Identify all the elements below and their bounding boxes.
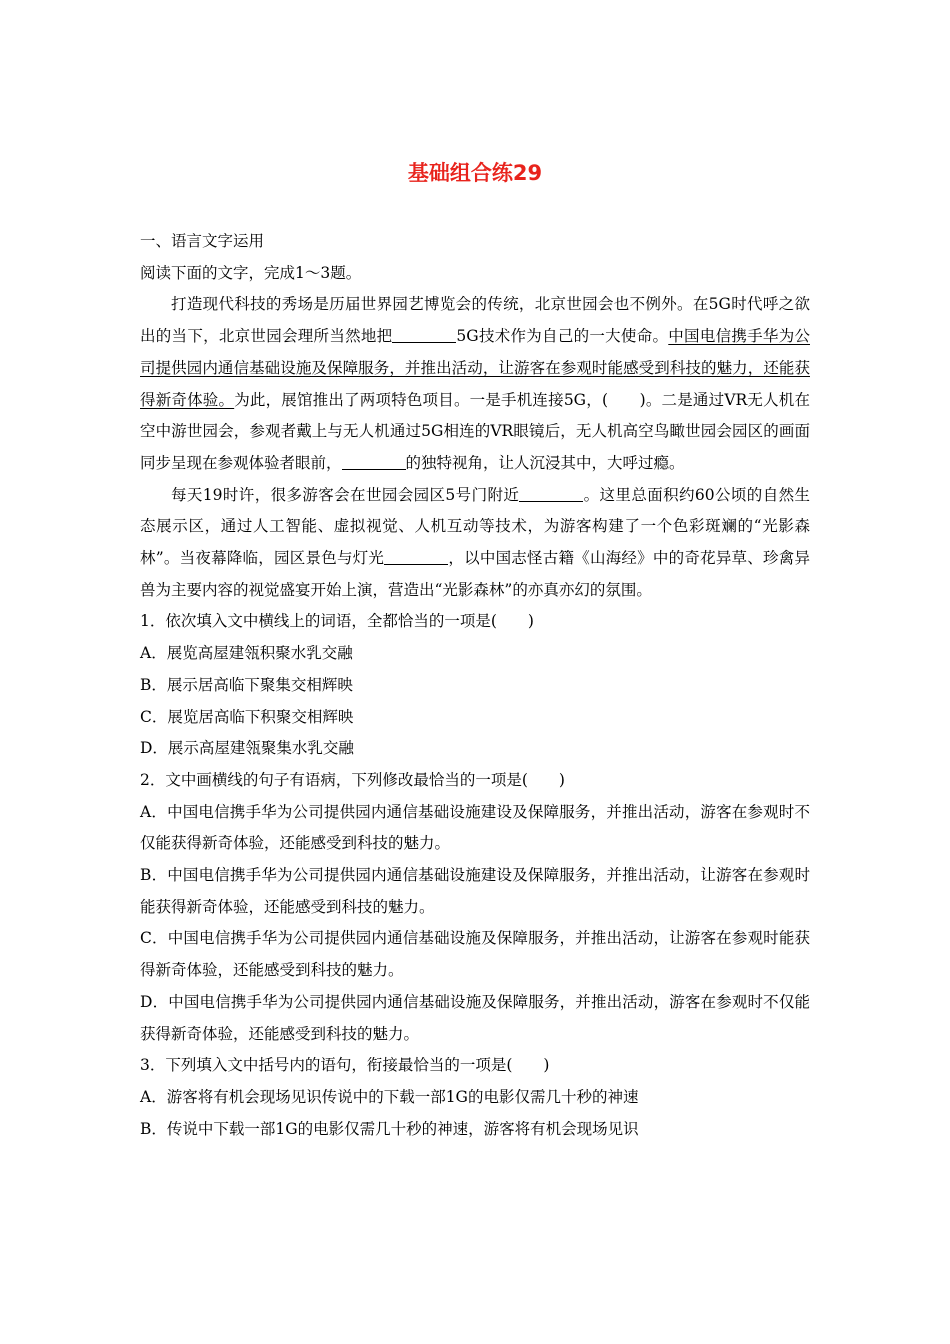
answer-option: B．传说中下载一部1G的电影仅需几十秒的神速，游客将有机会现场见识: [140, 1119, 639, 1138]
passage-text: ，以中国志怪古籍《山海经》中的奇花异草、珍禽异兽为主要内容的视觉盛宴开始上演，营造出“光影森林”的亦真亦幻的氛围。: [140, 549, 810, 599]
reading-instruction: 阅读下面的文字，完成1～3题。: [140, 263, 362, 282]
fill-blank: [519, 485, 583, 502]
question-stem: 2．文中画横线的句子有语病，下列修改最恰当的一项是( ): [140, 770, 565, 789]
document-body: [140, 226, 810, 1145]
passage-text: 每天19时许，很多游客会在世园会园区5号门附近: [171, 485, 520, 504]
passage-text: 5G技术作为自己的一大使命。: [456, 327, 669, 346]
question-stem: 1．依次填入文中横线上的词语，全都恰当的一项是( ): [140, 612, 534, 631]
passage-text: 为此，展馆推出了两项特色项目。一是手机连接5G，( )。二是通过VR无人机在空中游世园会，参观者戴上与无人机通过5G相连的VR眼镜后，无人机高空鸟瞰世园会园区的画面同步呈现在参观体验者眼前，: [140, 390, 810, 472]
answer-option: A．中国电信携手华为公司提供园内通信基础设施建设及保障服务，并推出活动，游客在参观时不仅能获得新奇体验，还能感受到科技的魅力。: [140, 802, 810, 853]
fill-blank: [342, 453, 406, 470]
underlined-sentence: 中国电信携手华为公司提供园内通信基础设施及保障服务，并推出活动，让游客在参观时能感受到科技的魅力，还能获得新奇体验。: [140, 327, 810, 409]
answer-option: D．中国电信携手华为公司提供园内通信基础设施及保障服务，并推出活动，游客在参观时不仅能获得新奇体验，还能感受到科技的魅力。: [140, 992, 810, 1043]
fill-blank: [384, 549, 448, 566]
question-stem: 3．下列填入文中括号内的语句，衔接最恰当的一项是( ): [140, 1056, 550, 1075]
page-title: 基础组合练29: [407, 161, 543, 185]
passage-text: 的独特视角，让人沉浸其中，大呼过瘾。: [405, 453, 685, 472]
answer-option: C．中国电信携手华为公司提供园内通信基础设施及保障服务，并推出活动，让游客在参观时能获得新奇体验，还能感受到科技的魅力。: [140, 929, 810, 980]
passage-text: 打造现代科技的秀场是历届世界园艺博览会的传统，北京世园会也不例外。在5G时代呼之欲出的当下，北京世园会理所当然地把: [140, 295, 810, 346]
passage-paragraph-1: [140, 289, 810, 479]
answer-option: B．中国电信携手华为公司提供园内通信基础设施建设及保障服务，并推出活动，让游客在参观时能获得新奇体验，还能感受到科技的魅力。: [140, 866, 810, 916]
passage-text: 。这里总面积约60公顷的自然生态展示区，通过人工智能、虚拟视觉、人机互动等技术，为游客构建了一个色彩斑斓的“光影森林”。当夜幕降临，园区景色与灯光: [140, 485, 810, 568]
fill-blank: [392, 327, 456, 344]
answer-option: D．展示高屋建瓴聚集水乳交融: [140, 739, 354, 758]
answer-option: C．展览居高临下积聚交相辉映: [140, 707, 354, 726]
answer-option: A．游客将有机会现场见识传说中的下载一部1G的电影仅需几十秒的神速: [140, 1087, 639, 1106]
section-heading: 一、语言文字运用: [140, 232, 265, 250]
answer-option: B．展示居高临下聚集交相辉映: [140, 675, 353, 694]
answer-option: A．展览高屋建瓴积聚水乳交融: [140, 644, 353, 663]
passage-paragraph-2: [140, 480, 810, 607]
